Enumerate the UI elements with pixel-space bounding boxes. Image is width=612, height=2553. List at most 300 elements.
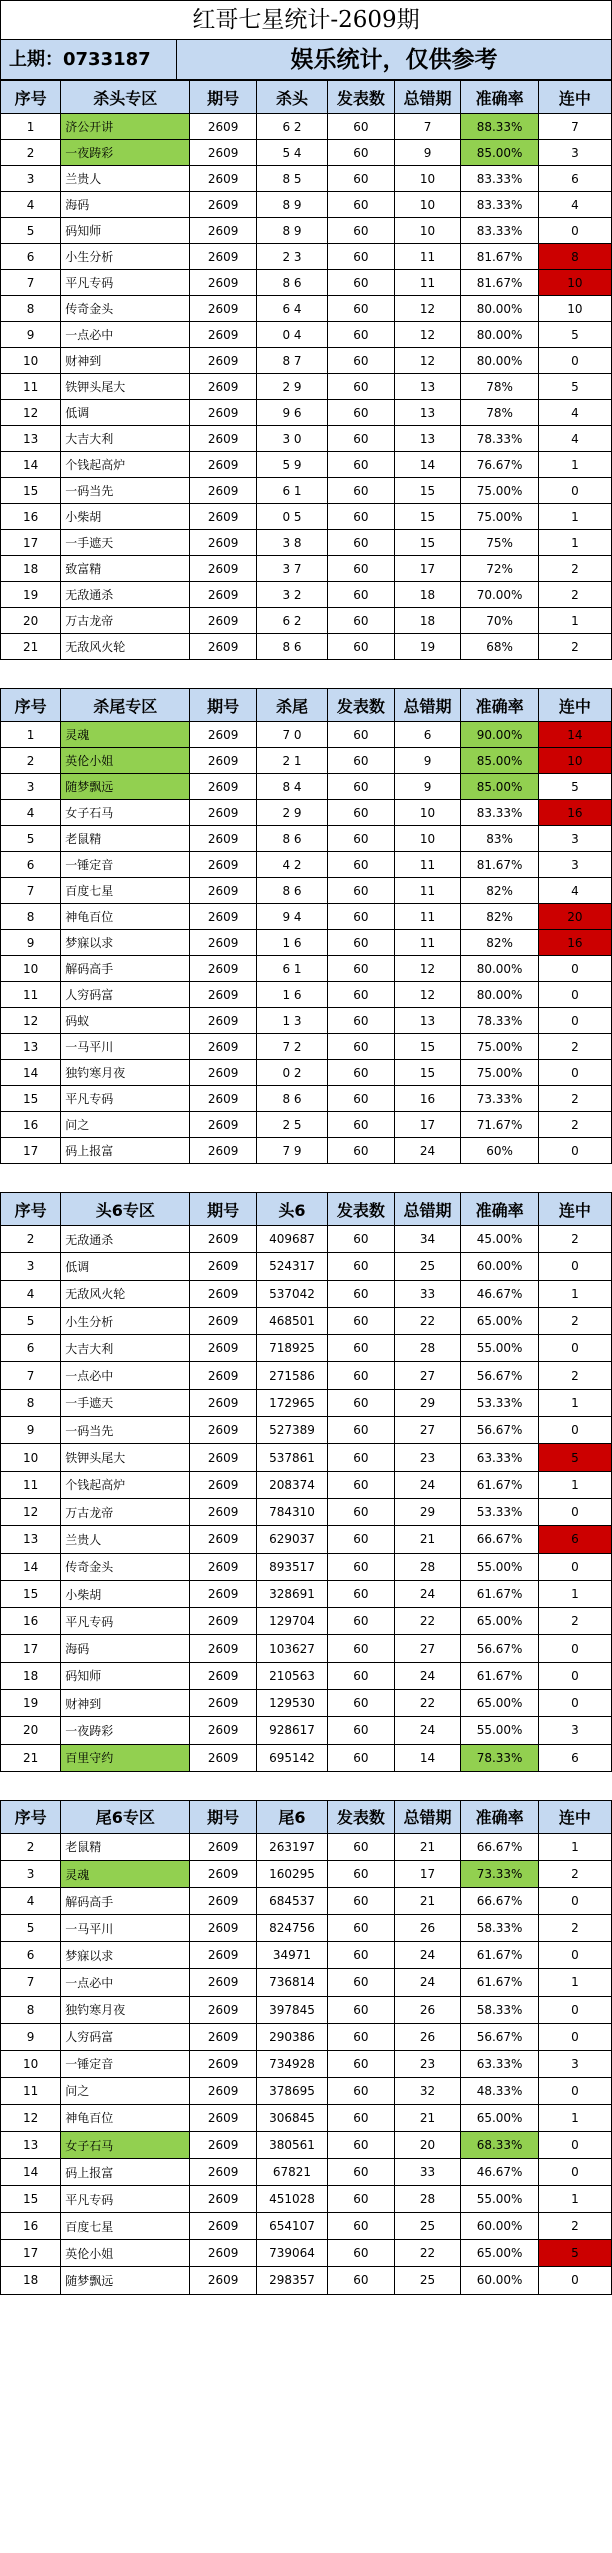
cell-published: 60 — [327, 1034, 394, 1060]
cell-published: 60 — [327, 608, 394, 634]
cell-accuracy: 82% — [461, 904, 538, 930]
cell-index: 10 — [1, 2050, 61, 2077]
cell-misses: 11 — [394, 930, 461, 956]
cell-misses: 15 — [394, 478, 461, 504]
cell-accuracy: 55.00% — [461, 1335, 538, 1362]
cell-published: 60 — [327, 140, 394, 166]
cell-published: 60 — [327, 774, 394, 800]
cell-streak: 3 — [538, 140, 611, 166]
cell-streak: 1 — [538, 1969, 611, 1996]
cell-pick: 3 2 — [257, 582, 328, 608]
cell-misses: 15 — [394, 1034, 461, 1060]
cell-streak: 2 — [538, 1861, 611, 1888]
cell-period: 2609 — [190, 722, 257, 748]
cell-index: 12 — [1, 1008, 61, 1034]
cell-pick: 306845 — [257, 2104, 328, 2131]
cell-expert: 独钓寒月夜 — [61, 1060, 190, 1086]
cell-accuracy: 83.33% — [461, 192, 538, 218]
cell-misses: 24 — [394, 1717, 461, 1744]
cell-published: 60 — [327, 2050, 394, 2077]
cell-period: 2609 — [190, 2104, 257, 2131]
cell-streak: 16 — [538, 930, 611, 956]
cell-accuracy: 80.00% — [461, 296, 538, 322]
cell-pick: 3 7 — [257, 556, 328, 582]
cell-misses: 21 — [394, 1526, 461, 1553]
cell-pick: 298357 — [257, 2267, 328, 2294]
cell-index: 19 — [1, 1690, 61, 1717]
cell-index: 4 — [1, 1888, 61, 1915]
cell-published: 60 — [327, 1580, 394, 1607]
cell-streak: 1 — [538, 1471, 611, 1498]
cell-index: 18 — [1, 556, 61, 582]
cell-streak: 1 — [538, 1389, 611, 1416]
cell-published: 60 — [327, 2104, 394, 2131]
cell-pick: 527389 — [257, 1417, 328, 1444]
cell-period: 2609 — [190, 2267, 257, 2294]
table-row — [1, 452, 612, 478]
table-row — [1, 1471, 612, 1498]
table-row — [1, 1008, 612, 1034]
cell-period: 2609 — [190, 878, 257, 904]
cell-period: 2609 — [190, 400, 257, 426]
cell-expert: 女子石马 — [61, 800, 190, 826]
cell-index: 18 — [1, 2267, 61, 2294]
cell-misses: 12 — [394, 296, 461, 322]
cell-pick: 172965 — [257, 1389, 328, 1416]
cell-pick: 654107 — [257, 2213, 328, 2240]
cell-misses: 29 — [394, 1389, 461, 1416]
cell-pick: 893517 — [257, 1553, 328, 1580]
cell-published: 60 — [327, 478, 394, 504]
cell-expert: 一点必中 — [61, 1969, 190, 1996]
cell-streak: 2 — [538, 2213, 611, 2240]
cell-misses: 10 — [394, 192, 461, 218]
cell-published: 60 — [327, 956, 394, 982]
cell-published: 60 — [327, 634, 394, 660]
table-row — [1, 1526, 612, 1553]
header-pick: 杀头 — [257, 81, 328, 114]
cell-published: 60 — [327, 1138, 394, 1164]
cell-index: 13 — [1, 1034, 61, 1060]
table-row — [1, 296, 612, 322]
cell-period: 2609 — [190, 244, 257, 270]
cell-pick: 5 4 — [257, 140, 328, 166]
cell-misses: 27 — [394, 1362, 461, 1389]
cell-period: 2609 — [190, 1226, 257, 1253]
cell-misses: 28 — [394, 2186, 461, 2213]
cell-expert: 平凡专码 — [61, 2186, 190, 2213]
cell-streak: 1 — [538, 1833, 611, 1860]
cell-period: 2609 — [190, 1861, 257, 1888]
cell-expert: 致富精 — [61, 556, 190, 582]
cell-misses: 11 — [394, 904, 461, 930]
cell-accuracy: 65.00% — [461, 1307, 538, 1334]
cell-index: 4 — [1, 800, 61, 826]
cell-accuracy: 61.67% — [461, 1471, 538, 1498]
cell-streak: 10 — [538, 748, 611, 774]
cell-streak: 5 — [538, 374, 611, 400]
cell-published: 60 — [327, 1662, 394, 1689]
cell-expert: 梦寐以求 — [61, 1942, 190, 1969]
table-row — [1, 982, 612, 1008]
cell-streak: 2 — [538, 1307, 611, 1334]
cell-published: 60 — [327, 2267, 394, 2294]
table-row — [1, 1690, 612, 1717]
header-misses: 总错期 — [394, 1800, 461, 1833]
cell-published: 60 — [327, 244, 394, 270]
cell-period: 2609 — [190, 322, 257, 348]
cell-misses: 17 — [394, 1861, 461, 1888]
cell-expert: 灵魂 — [61, 722, 190, 748]
cell-accuracy: 70% — [461, 608, 538, 634]
cell-misses: 33 — [394, 2159, 461, 2186]
cell-streak: 1 — [538, 504, 611, 530]
cell-expert: 码上报富 — [61, 1138, 190, 1164]
table-row — [1, 2240, 612, 2267]
cell-expert: 小生分析 — [61, 244, 190, 270]
cell-pick: 8 6 — [257, 826, 328, 852]
table-row — [1, 400, 612, 426]
cell-streak: 0 — [538, 2131, 611, 2158]
table-row — [1, 1362, 612, 1389]
cell-streak: 1 — [538, 530, 611, 556]
section-gap — [0, 1772, 612, 1800]
cell-expert: 人穷码富 — [61, 982, 190, 1008]
cell-misses: 29 — [394, 1498, 461, 1525]
cell-index: 17 — [1, 2240, 61, 2267]
cell-misses: 11 — [394, 852, 461, 878]
cell-accuracy: 81.67% — [461, 270, 538, 296]
cell-pick: 8 6 — [257, 270, 328, 296]
cell-streak: 0 — [538, 348, 611, 374]
table-row — [1, 2131, 612, 2158]
cell-accuracy: 65.00% — [461, 1608, 538, 1635]
cell-pick: 409687 — [257, 1226, 328, 1253]
cell-misses: 22 — [394, 1307, 461, 1334]
table-row — [1, 2023, 612, 2050]
cell-expert: 无敌风火轮 — [61, 634, 190, 660]
header-row — [1, 81, 612, 114]
header-period: 期号 — [190, 1193, 257, 1226]
cell-period: 2609 — [190, 296, 257, 322]
cell-misses: 25 — [394, 1253, 461, 1280]
cell-accuracy: 66.67% — [461, 1833, 538, 1860]
cell-period: 2609 — [190, 2077, 257, 2104]
cell-misses: 6 — [394, 722, 461, 748]
cell-misses: 17 — [394, 556, 461, 582]
cell-accuracy: 78.33% — [461, 1008, 538, 1034]
cell-period: 2609 — [190, 1335, 257, 1362]
cell-accuracy: 56.67% — [461, 1417, 538, 1444]
cell-pick: 7 9 — [257, 1138, 328, 1164]
cell-streak: 1 — [538, 608, 611, 634]
cell-accuracy: 82% — [461, 930, 538, 956]
header-expert: 头6专区 — [61, 1193, 190, 1226]
cell-streak: 20 — [538, 904, 611, 930]
section-gap — [0, 660, 612, 688]
cell-published: 60 — [327, 582, 394, 608]
cell-expert: 一码当先 — [61, 478, 190, 504]
cell-index: 3 — [1, 166, 61, 192]
cell-period: 2609 — [190, 1086, 257, 1112]
table-row — [1, 608, 612, 634]
cell-index: 6 — [1, 852, 61, 878]
cell-expert: 兰贵人 — [61, 166, 190, 192]
cell-streak: 0 — [538, 478, 611, 504]
cell-expert: 一锤定音 — [61, 2050, 190, 2077]
table-row — [1, 218, 612, 244]
cell-expert: 平凡专码 — [61, 1086, 190, 1112]
cell-expert: 铁钾头尾大 — [61, 1444, 190, 1471]
cell-index: 13 — [1, 2131, 61, 2158]
cell-expert: 万古龙帝 — [61, 608, 190, 634]
cell-pick: 468501 — [257, 1307, 328, 1334]
cell-period: 2609 — [190, 1138, 257, 1164]
cell-misses: 20 — [394, 2131, 461, 2158]
header-row — [1, 689, 612, 722]
cell-streak: 0 — [538, 1996, 611, 2023]
cell-expert: 小柴胡 — [61, 504, 190, 530]
cell-published: 60 — [327, 1008, 394, 1034]
cell-period: 2609 — [190, 452, 257, 478]
cell-period: 2609 — [190, 166, 257, 192]
cell-index: 9 — [1, 2023, 61, 2050]
cell-expert: 灵魂 — [61, 1861, 190, 1888]
cell-expert: 独钓寒月夜 — [61, 1996, 190, 2023]
cell-index: 5 — [1, 218, 61, 244]
table-row — [1, 244, 612, 270]
table-row — [1, 1280, 612, 1307]
cell-expert: 传奇金头 — [61, 296, 190, 322]
cell-accuracy: 66.67% — [461, 1526, 538, 1553]
cell-misses: 28 — [394, 1553, 461, 1580]
cell-index: 15 — [1, 1580, 61, 1607]
cell-pick: 4 2 — [257, 852, 328, 878]
cell-misses: 13 — [394, 426, 461, 452]
cell-pick: 784310 — [257, 1498, 328, 1525]
header-index: 序号 — [1, 1800, 61, 1833]
cell-pick: 208374 — [257, 1471, 328, 1498]
cell-accuracy: 83.33% — [461, 166, 538, 192]
cell-published: 60 — [327, 722, 394, 748]
cell-streak: 14 — [538, 722, 611, 748]
cell-streak: 0 — [538, 2159, 611, 2186]
cell-accuracy: 80.00% — [461, 348, 538, 374]
cell-pick: 160295 — [257, 1861, 328, 1888]
cell-published: 60 — [327, 218, 394, 244]
cell-accuracy: 85.00% — [461, 748, 538, 774]
cell-streak: 1 — [538, 2104, 611, 2131]
cell-streak: 10 — [538, 296, 611, 322]
cell-pick: 129530 — [257, 1690, 328, 1717]
cell-index: 21 — [1, 1744, 61, 1771]
cell-expert: 小生分析 — [61, 1307, 190, 1334]
cell-period: 2609 — [190, 774, 257, 800]
cell-index: 20 — [1, 608, 61, 634]
table-row — [1, 192, 612, 218]
table-row — [1, 1915, 612, 1942]
page-title: 红哥七星统计-2609期 — [0, 0, 612, 40]
cell-index: 1 — [1, 114, 61, 140]
cell-published: 60 — [327, 452, 394, 478]
cell-pick: 263197 — [257, 1833, 328, 1860]
table-row — [1, 582, 612, 608]
cell-misses: 17 — [394, 1112, 461, 1138]
cell-published: 60 — [327, 878, 394, 904]
cell-expert: 个钱起高炉 — [61, 1471, 190, 1498]
cell-misses: 12 — [394, 982, 461, 1008]
cell-accuracy: 65.00% — [461, 2104, 538, 2131]
cell-misses: 26 — [394, 1915, 461, 1942]
cell-period: 2609 — [190, 1888, 257, 1915]
cell-misses: 12 — [394, 956, 461, 982]
cell-misses: 11 — [394, 270, 461, 296]
cell-published: 60 — [327, 1060, 394, 1086]
cell-index: 9 — [1, 930, 61, 956]
cell-misses: 23 — [394, 1444, 461, 1471]
cell-expert: 无敌通杀 — [61, 582, 190, 608]
cell-expert: 老鼠精 — [61, 1833, 190, 1860]
cell-published: 60 — [327, 1335, 394, 1362]
cell-expert: 大吉大利 — [61, 426, 190, 452]
table-row — [1, 2077, 612, 2104]
cell-expert: 问之 — [61, 1112, 190, 1138]
cell-pick: 718925 — [257, 1335, 328, 1362]
cell-misses: 28 — [394, 1335, 461, 1362]
cell-index: 6 — [1, 1942, 61, 1969]
cell-expert: 百里守约 — [61, 1744, 190, 1771]
cell-streak: 6 — [538, 166, 611, 192]
cell-streak: 4 — [538, 878, 611, 904]
cell-index: 7 — [1, 878, 61, 904]
table-row — [1, 504, 612, 530]
cell-published: 60 — [327, 400, 394, 426]
cell-period: 2609 — [190, 852, 257, 878]
cell-accuracy: 56.67% — [461, 2023, 538, 2050]
cell-misses: 10 — [394, 218, 461, 244]
cell-pick: 6 1 — [257, 478, 328, 504]
cell-streak: 2 — [538, 556, 611, 582]
cell-streak: 0 — [538, 2077, 611, 2104]
header-streak: 连中 — [538, 81, 611, 114]
table-row — [1, 1717, 612, 1744]
table-row — [1, 1389, 612, 1416]
cell-published: 60 — [327, 1996, 394, 2023]
cell-accuracy: 46.67% — [461, 1280, 538, 1307]
cell-period: 2609 — [190, 2240, 257, 2267]
cell-published: 60 — [327, 1553, 394, 1580]
cell-period: 2609 — [190, 930, 257, 956]
cell-period: 2609 — [190, 904, 257, 930]
cell-streak: 1 — [538, 1580, 611, 1607]
header-index: 序号 — [1, 1193, 61, 1226]
cell-period: 2609 — [190, 1553, 257, 1580]
header-period: 期号 — [190, 81, 257, 114]
cell-published: 60 — [327, 1226, 394, 1253]
cell-misses: 25 — [394, 2267, 461, 2294]
cell-period: 2609 — [190, 556, 257, 582]
cell-pick: 736814 — [257, 1969, 328, 1996]
cell-expert: 一锤定音 — [61, 852, 190, 878]
cell-misses: 13 — [394, 1008, 461, 1034]
cell-period: 2609 — [190, 1969, 257, 1996]
table-row — [1, 1444, 612, 1471]
head6-table — [0, 1192, 612, 1772]
cell-index: 2 — [1, 1833, 61, 1860]
table-row — [1, 722, 612, 748]
cell-expert: 大吉大利 — [61, 1335, 190, 1362]
cell-misses: 9 — [394, 140, 461, 166]
cell-expert: 一马平川 — [61, 1034, 190, 1060]
table-row — [1, 878, 612, 904]
table-row — [1, 1888, 612, 1915]
cell-expert: 百度七星 — [61, 878, 190, 904]
cell-accuracy: 55.00% — [461, 2186, 538, 2213]
stats-tables — [0, 80, 612, 2295]
cell-expert: 万古龙帝 — [61, 1498, 190, 1525]
cell-published: 60 — [327, 2077, 394, 2104]
table-row — [1, 426, 612, 452]
cell-misses: 26 — [394, 1996, 461, 2023]
cell-streak: 0 — [538, 1942, 611, 1969]
cell-streak: 2 — [538, 634, 611, 660]
cell-expert: 解码高手 — [61, 1888, 190, 1915]
cell-accuracy: 61.67% — [461, 1942, 538, 1969]
header-streak: 连中 — [538, 689, 611, 722]
cell-period: 2609 — [190, 2023, 257, 2050]
cell-accuracy: 80.00% — [461, 982, 538, 1008]
cell-index: 8 — [1, 904, 61, 930]
cell-streak: 6 — [538, 1744, 611, 1771]
table-row — [1, 1498, 612, 1525]
cell-streak: 3 — [538, 826, 611, 852]
cell-expert: 一点必中 — [61, 1362, 190, 1389]
table-row — [1, 1060, 612, 1086]
cell-pick: 928617 — [257, 1717, 328, 1744]
cell-period: 2609 — [190, 1307, 257, 1334]
header-expert: 尾6专区 — [61, 1800, 190, 1833]
table-row — [1, 1253, 612, 1280]
cell-accuracy: 85.00% — [461, 140, 538, 166]
cell-expert: 问之 — [61, 2077, 190, 2104]
cell-index: 3 — [1, 774, 61, 800]
cell-index: 15 — [1, 2186, 61, 2213]
cell-pick: 8 5 — [257, 166, 328, 192]
cell-period: 2609 — [190, 634, 257, 660]
cell-misses: 24 — [394, 1138, 461, 1164]
table-row — [1, 800, 612, 826]
cell-streak: 3 — [538, 1717, 611, 1744]
cell-accuracy: 75.00% — [461, 504, 538, 530]
cell-streak: 2 — [538, 1915, 611, 1942]
cell-streak: 0 — [538, 218, 611, 244]
cell-expert: 一夜踌彩 — [61, 1717, 190, 1744]
cell-accuracy: 56.67% — [461, 1635, 538, 1662]
cell-misses: 10 — [394, 826, 461, 852]
cell-expert: 一点必中 — [61, 322, 190, 348]
cell-accuracy: 60.00% — [461, 1253, 538, 1280]
cell-pick: 328691 — [257, 1580, 328, 1607]
cell-index: 2 — [1, 1226, 61, 1253]
header-misses: 总错期 — [394, 81, 461, 114]
header-misses: 总错期 — [394, 689, 461, 722]
header-accuracy: 准确率 — [461, 1193, 538, 1226]
cell-pick: 3 0 — [257, 426, 328, 452]
cell-expert: 铁钾头尾大 — [61, 374, 190, 400]
cell-published: 60 — [327, 1942, 394, 1969]
cell-index: 14 — [1, 1060, 61, 1086]
cell-streak: 2 — [538, 1034, 611, 1060]
